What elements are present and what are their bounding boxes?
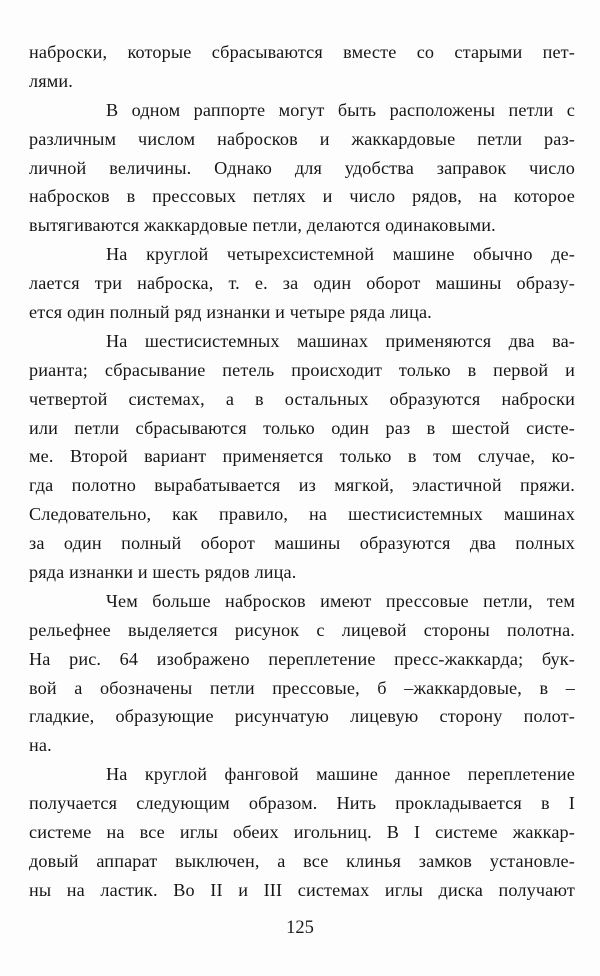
text-line: лями. [29, 70, 73, 91]
body-text [29, 38, 575, 905]
text-line: лается три наброска, т. е. за один оборот машины образу- [29, 273, 575, 294]
text-line: ется один полный ряд изнанки и четыре ряда лица. [29, 302, 432, 323]
text-line: вытягиваются жаккардовые петли, делаются одинаковыми. [29, 215, 496, 236]
text-line: Следовательно, как правило, на шестисистемных машинах [29, 504, 575, 525]
text-line: четвертой системах, а в остальных образуются наброски [29, 388, 575, 409]
text-line: набросков в прессовых петлях и число рядов, на которое [29, 186, 575, 207]
text-line: В одном раппорте могут быть расположены петли с [106, 99, 575, 120]
text-line: различным числом набросков и жаккардовые петли раз- [29, 128, 575, 149]
text-line: довый аппарат выключен, а все клинья замков установле- [29, 850, 575, 871]
text-line: ны на ластик. Во II и III системах иглы диска получают [29, 879, 575, 900]
text-line: гда полотно вырабатывается из мягкой, эластичной пряжи. [29, 475, 575, 496]
text-line: Чем больше набросков имеют прессовые петли, тем [106, 590, 575, 611]
text-line: за один полный оборот машины образуются два полных [29, 533, 575, 554]
text-line: вой а обозначены петли прессовые, б –жаккардовые, в – [29, 677, 575, 698]
text-line: гладкие, образующие рисунчатую лицевую сторону полот- [29, 706, 575, 727]
text-line: ряда изнанки и шесть рядов лица. [29, 562, 297, 583]
text-line: наброски, которые сбрасываются вместе со старыми пет- [29, 42, 575, 62]
text-line: или петли сбрасываются только один раз в шестой систе- [29, 417, 575, 438]
text-line: ме. Второй вариант применяется только в том случае, ко- [29, 446, 575, 467]
text-line: На рис. 64 изображено переплетение пресс-жаккарда; бук- [29, 648, 575, 669]
text-line: на. [29, 735, 52, 756]
text-line: системе на все иглы обеих игольниц. В I системе жаккар- [29, 822, 575, 843]
text-line: На круглой фанговой машине данное переплетение [106, 764, 575, 785]
text-line: рианта; сбрасывание петель происходит только в первой и [29, 359, 575, 380]
text-line: На шестисистемных машинах применяются два ва- [106, 330, 575, 351]
text-line: получается следующим образом. Нить прокладывается в I [29, 793, 575, 814]
page-number: 125 [286, 918, 314, 938]
text-line: личной величины. Однако для удобства заправок число [29, 157, 575, 178]
text-line: На круглой четырехсистемной машине обычно де- [106, 244, 575, 265]
text-line: рельефнее выделяется рисунок с лицевой стороны полотна. [29, 619, 575, 640]
